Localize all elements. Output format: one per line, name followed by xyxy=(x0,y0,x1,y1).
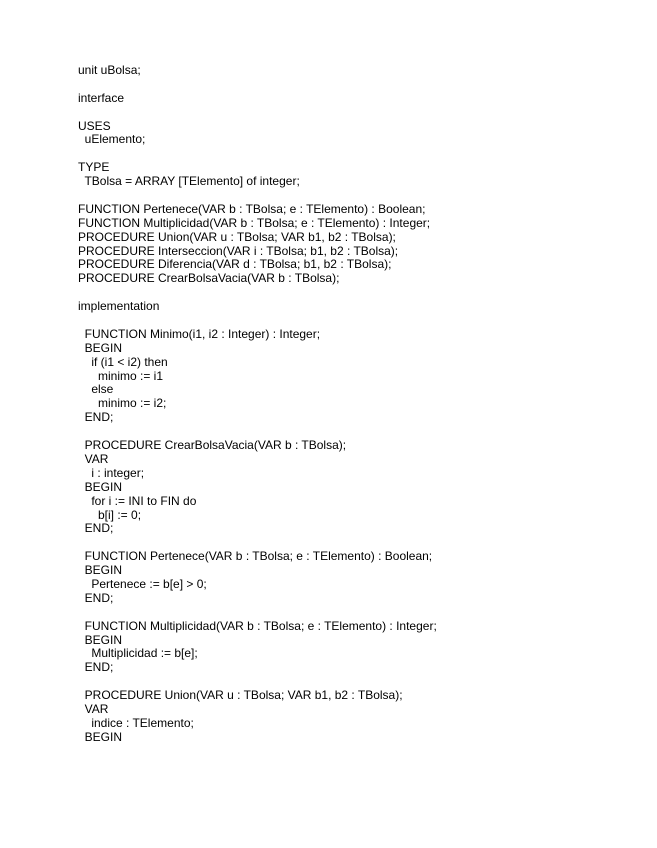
code-line: BEGIN xyxy=(78,340,123,355)
code-line: PROCEDURE Diferencia(VAR d : TBolsa; b1, b2 : TBolsa); xyxy=(78,257,392,272)
code-line: PROCEDURE CrearBolsaVacia(VAR b : TBolsa); xyxy=(78,438,347,453)
code-line: uElemento; xyxy=(78,132,146,147)
code-line: END; xyxy=(78,521,114,536)
code-line: if (i1 < i2) then xyxy=(78,354,168,369)
code-line: FUNCTION Pertenece(VAR b : TBolsa; e : TElemento) : Boolean; xyxy=(78,549,433,564)
code-line: FUNCTION Minimo(i1, i2 : Integer) : Integer; xyxy=(78,326,321,341)
code-line: TYPE xyxy=(78,160,110,175)
code-line xyxy=(78,189,437,203)
code-line: END; xyxy=(78,410,114,425)
code-line: Pertenece := b[e] > 0; xyxy=(78,576,207,591)
code-line: END; xyxy=(78,660,114,675)
code-line: interface xyxy=(78,90,125,105)
code-line: BEGIN xyxy=(78,563,123,578)
code-line: unit uBolsa; xyxy=(78,63,141,77)
code-line: i : integer; xyxy=(78,465,145,480)
code-line: b[i] := 0; xyxy=(78,507,142,522)
code-line: END; xyxy=(78,590,114,605)
code-line xyxy=(78,78,437,92)
code-line: FUNCTION Pertenece(VAR b : TBolsa; e : TElemento) : Boolean; xyxy=(78,201,426,216)
code-line xyxy=(78,536,437,550)
code-line: PROCEDURE Union(VAR u : TBolsa; VAR b1, b2 : TBolsa); xyxy=(78,688,403,703)
code-line xyxy=(78,675,437,689)
code-line: for i := INI to FIN do xyxy=(78,493,197,508)
code-line: minimo := i2; xyxy=(78,396,167,411)
code-line: else xyxy=(78,382,114,397)
code-line xyxy=(78,147,437,161)
code-line: PROCEDURE Union(VAR u : TBolsa; VAR b1, b2 : TBolsa); xyxy=(78,229,396,244)
code-line: VAR xyxy=(78,701,109,716)
code-line: USES xyxy=(78,118,111,133)
code-line xyxy=(78,425,437,439)
code-line: PROCEDURE CrearBolsaVacia(VAR b : TBolsa); xyxy=(78,271,340,286)
code-line xyxy=(78,286,437,300)
code-line: indice : TElemento; xyxy=(78,715,194,730)
code-line xyxy=(78,314,437,328)
code-line: FUNCTION Multiplicidad(VAR b : TBolsa; e : TElemento) : Integer; xyxy=(78,618,437,633)
code-line xyxy=(78,606,437,620)
code-line: BEGIN xyxy=(78,479,123,494)
code-line: implementation xyxy=(78,299,160,314)
source-code-document xyxy=(78,64,437,745)
code-line: BEGIN xyxy=(78,632,123,647)
code-line xyxy=(78,106,437,120)
code-line: VAR xyxy=(78,451,109,466)
code-line: minimo := i1 xyxy=(78,368,164,383)
code-line: Multiplicidad := b[e]; xyxy=(78,646,198,661)
code-line: PROCEDURE Interseccion(VAR i : TBolsa; b1, b2 : TBolsa); xyxy=(78,243,399,258)
code-line: TBolsa = ARRAY [TElemento] of integer; xyxy=(78,174,300,189)
code-line: FUNCTION Multiplicidad(VAR b : TBolsa; e : TElemento) : Integer; xyxy=(78,215,431,230)
code-line: BEGIN xyxy=(78,729,123,744)
